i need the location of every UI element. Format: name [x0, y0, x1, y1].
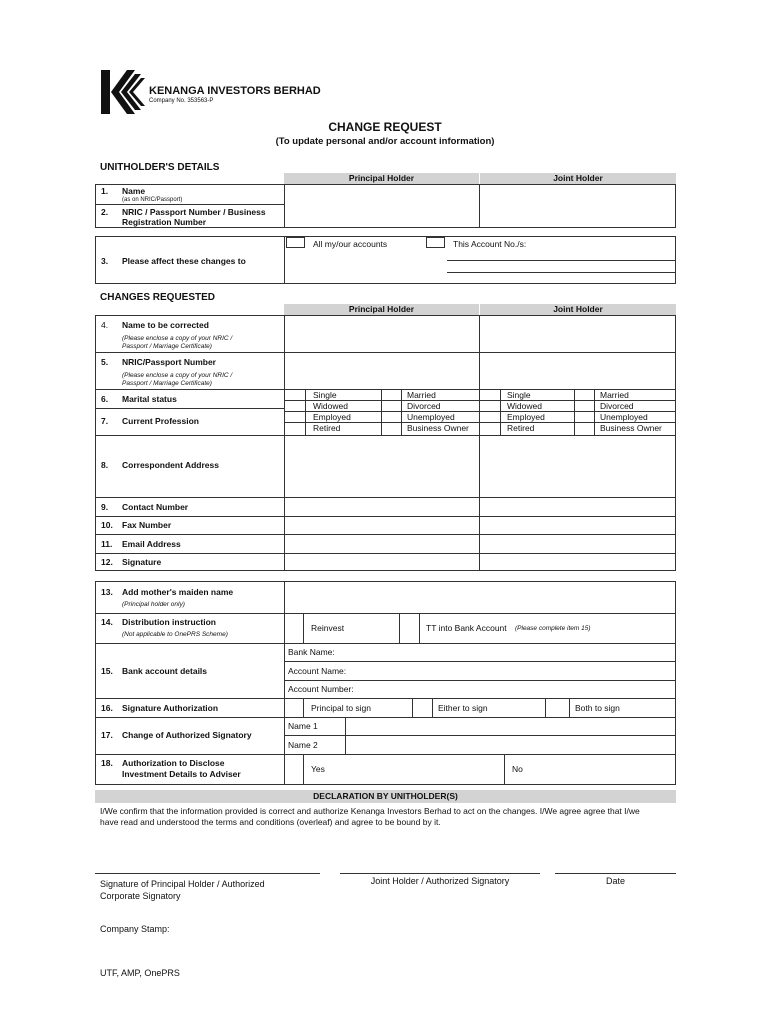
reinvest-checkbox[interactable] — [285, 614, 303, 642]
joint-married-checkbox[interactable] — [575, 390, 594, 400]
nric-label: NRIC / Passport Number / Business — [122, 207, 266, 217]
principal-address-field[interactable] — [286, 437, 478, 496]
either-to-sign-checkbox[interactable] — [413, 699, 432, 716]
declaration-title: DECLARATION BY UNITHOLDER(S) — [95, 790, 676, 803]
item-number: 5. — [101, 357, 109, 367]
company-stamp-label: Company Stamp: — [100, 924, 170, 934]
joint-fax-field[interactable] — [481, 518, 674, 533]
account-number-line[interactable] — [447, 272, 676, 273]
joint-business-owner-checkbox[interactable] — [575, 423, 594, 433]
contact-number-label: Contact Number — [122, 502, 189, 512]
this-account-checkbox[interactable] — [426, 237, 445, 248]
principal-signature-line[interactable] — [95, 873, 320, 874]
single-option: Single — [507, 390, 531, 400]
reinvest-option: Reinvest — [311, 623, 345, 633]
widowed-option: Widowed — [507, 401, 542, 411]
item-number: 14. — [101, 617, 113, 627]
item-number: 10. — [101, 520, 113, 530]
account-number-line[interactable] — [447, 260, 676, 261]
unemployed-option: Unemployed — [407, 412, 455, 422]
principal-name-corrected-field[interactable] — [286, 317, 478, 351]
yes-checkbox[interactable] — [285, 755, 303, 784]
fax-number-label: Fax Number — [122, 520, 172, 530]
principal-signature-caption-line2: Corporate Signatory — [100, 891, 181, 901]
item-number: 9. — [101, 502, 109, 512]
signature-authorization-label: Signature Authorization — [122, 703, 219, 713]
marital-status-label: Marital status — [122, 394, 177, 404]
no-option: No — [512, 764, 523, 774]
nric-passport-note: Passport / Marriage Certificate) — [122, 380, 212, 387]
principal-name-field[interactable] — [286, 186, 478, 226]
married-option: Married — [600, 390, 629, 400]
page-title: CHANGE REQUEST — [328, 120, 442, 134]
distribution-instruction-label: Distribution instruction — [122, 617, 216, 627]
name-corrected-label: Name to be corrected — [122, 320, 209, 330]
date-caption: Date — [605, 876, 625, 886]
header-principal-holder: Principal Holder — [284, 304, 479, 315]
item-number: 8. — [101, 460, 109, 470]
principal-email-field[interactable] — [286, 536, 478, 552]
principal-nric-field[interactable] — [286, 354, 478, 388]
section-title-changes: CHANGES REQUESTED — [100, 292, 216, 303]
name1-label: Name 1 — [288, 721, 318, 731]
name2-field[interactable] — [347, 737, 674, 753]
principal-married-checkbox[interactable] — [382, 390, 401, 400]
joint-single-checkbox[interactable] — [481, 390, 500, 400]
either-to-sign-option: Either to sign — [438, 703, 488, 713]
unemployed-option: Unemployed — [600, 412, 648, 422]
item-number: 18. — [101, 758, 113, 768]
item-number: 7. — [101, 416, 109, 426]
bank-name-field[interactable]: Bank Name: — [288, 647, 335, 657]
item-number: 13. — [101, 587, 113, 597]
this-account-label: This Account No./s: — [453, 239, 527, 249]
distribution-instruction-note: (Not applicable to OnePRS Scheme) — [122, 631, 228, 638]
principal-employed-checkbox[interactable] — [286, 412, 305, 422]
principal-to-sign-checkbox[interactable] — [285, 699, 303, 716]
item-number: 16. — [101, 703, 113, 713]
company-name: KENANGA INVESTORS BERHAD — [149, 85, 321, 97]
footer-text: UTF, AMP, OnePRS — [100, 968, 180, 978]
item-number: 1. — [101, 186, 109, 196]
item-number: 3. — [101, 256, 109, 266]
company-number: Company No. 353563-P — [149, 98, 214, 104]
joint-employed-checkbox[interactable] — [481, 412, 500, 422]
authorization-disclose-label-line2: Investment Details to Adviser — [122, 769, 241, 779]
principal-divorced-checkbox[interactable] — [382, 401, 401, 411]
married-option: Married — [407, 390, 436, 400]
declaration-text: I/We confirm that the information provided is correct and authorize Kenanga Investors Berhad to act on the changes. I/We agree agree that I/we — [100, 806, 640, 816]
mothers-maiden-name-field[interactable] — [286, 583, 674, 612]
joint-contact-field[interactable] — [481, 499, 674, 515]
retired-option: Retired — [313, 423, 341, 433]
current-profession-label: Current Profession — [122, 416, 199, 426]
account-number-field[interactable]: Account Number: — [288, 684, 354, 694]
principal-widowed-checkbox[interactable] — [286, 401, 305, 411]
item-number: 2. — [101, 207, 109, 217]
employed-option: Employed — [507, 412, 545, 422]
item-number: 11. — [101, 539, 113, 549]
name-corrected-note: (Please enclose a copy of your NRIC / — [122, 335, 233, 342]
divorced-option: Divorced — [600, 401, 634, 411]
joint-unemployed-checkbox[interactable] — [575, 412, 594, 422]
divorced-option: Divorced — [407, 401, 441, 411]
nric-passport-note: (Please enclose a copy of your NRIC / — [122, 372, 233, 379]
authorization-disclose-label: Authorization to Disclose — [122, 758, 225, 768]
joint-widowed-checkbox[interactable] — [481, 401, 500, 411]
item-number: 4. — [101, 320, 109, 330]
date-line[interactable] — [555, 873, 676, 874]
principal-signature-field[interactable] — [286, 555, 478, 570]
name-label: Name — [122, 186, 146, 196]
joint-address-field[interactable] — [481, 437, 674, 496]
all-accounts-checkbox[interactable] — [286, 237, 305, 248]
header-joint-holder: Joint Holder — [480, 173, 676, 184]
correspondent-address-label: Correspondent Address — [122, 460, 219, 470]
business-owner-option: Business Owner — [407, 423, 469, 433]
all-accounts-label: All my/our accounts — [313, 239, 388, 249]
section-title-unitholder: UNITHOLDER'S DETAILS — [100, 162, 220, 173]
both-to-sign-checkbox[interactable] — [546, 699, 569, 716]
single-option: Single — [313, 390, 337, 400]
employed-option: Employed — [313, 412, 351, 422]
tt-bank-note: (Please complete item 15) — [515, 625, 591, 632]
retired-option: Retired — [507, 423, 535, 433]
declaration-text: have read and understood the terms and conditions (overleaf) and agree to be bound by it. — [100, 817, 441, 827]
item-number: 6. — [101, 394, 109, 404]
principal-to-sign-option: Principal to sign — [311, 703, 372, 713]
header-joint-holder: Joint Holder — [480, 304, 676, 315]
joint-name-field[interactable] — [481, 186, 674, 226]
joint-nric-field[interactable] — [481, 354, 674, 388]
principal-business-owner-checkbox[interactable] — [382, 423, 401, 433]
yes-option: Yes — [311, 764, 325, 774]
email-address-label: Email Address — [122, 539, 181, 549]
name-corrected-note: Passport / Marriage Certificate) — [122, 343, 212, 350]
principal-retired-checkbox[interactable] — [286, 423, 305, 433]
joint-retired-checkbox[interactable] — [481, 423, 500, 433]
business-owner-option: Business Owner — [600, 423, 662, 433]
name-note: (as on NRIC/Passport) — [122, 197, 183, 203]
name1-field[interactable] — [347, 719, 674, 734]
header-principal-holder: Principal Holder — [284, 173, 479, 184]
nric-passport-label: NRIC/Passport Number — [122, 357, 216, 367]
item-number: 15. — [101, 666, 113, 676]
tt-bank-checkbox[interactable] — [400, 614, 419, 642]
joint-name-corrected-field[interactable] — [481, 317, 674, 351]
principal-contact-field[interactable] — [286, 499, 478, 515]
bank-account-details-label: Bank account details — [122, 666, 208, 676]
widowed-option: Widowed — [313, 401, 348, 411]
both-to-sign-option: Both to sign — [575, 703, 620, 713]
joint-signature-caption: Joint Holder / Authorized Signatory — [370, 876, 510, 886]
nric-label-line2: Registration Number — [122, 217, 207, 227]
principal-single-checkbox[interactable] — [286, 390, 305, 400]
name2-label: Name 2 — [288, 740, 318, 750]
principal-fax-field[interactable] — [286, 518, 478, 533]
tt-bank-option: TT into Bank Account — [426, 623, 507, 633]
affect-changes-label: Please affect these changes to — [122, 256, 246, 266]
page-subtitle: (To update personal and/or account information) — [275, 136, 495, 147]
principal-unemployed-checkbox[interactable] — [382, 412, 401, 422]
joint-divorced-checkbox[interactable] — [575, 401, 594, 411]
joint-signature-line[interactable] — [340, 873, 540, 874]
principal-signature-caption: Signature of Principal Holder / Authorized — [100, 879, 265, 889]
item-number: 12. — [101, 557, 113, 567]
joint-email-field[interactable] — [481, 536, 674, 552]
joint-signature-field[interactable] — [481, 555, 674, 570]
account-name-field[interactable]: Account Name: — [288, 666, 347, 676]
mothers-maiden-name-note: (Principal holder only) — [122, 601, 185, 608]
signature-label: Signature — [122, 557, 162, 567]
mothers-maiden-name-label: Add mother's maiden name — [122, 587, 234, 597]
item-number: 17. — [101, 730, 113, 740]
company-logo — [101, 70, 145, 114]
change-signatory-label: Change of Authorized Signatory — [122, 730, 252, 740]
